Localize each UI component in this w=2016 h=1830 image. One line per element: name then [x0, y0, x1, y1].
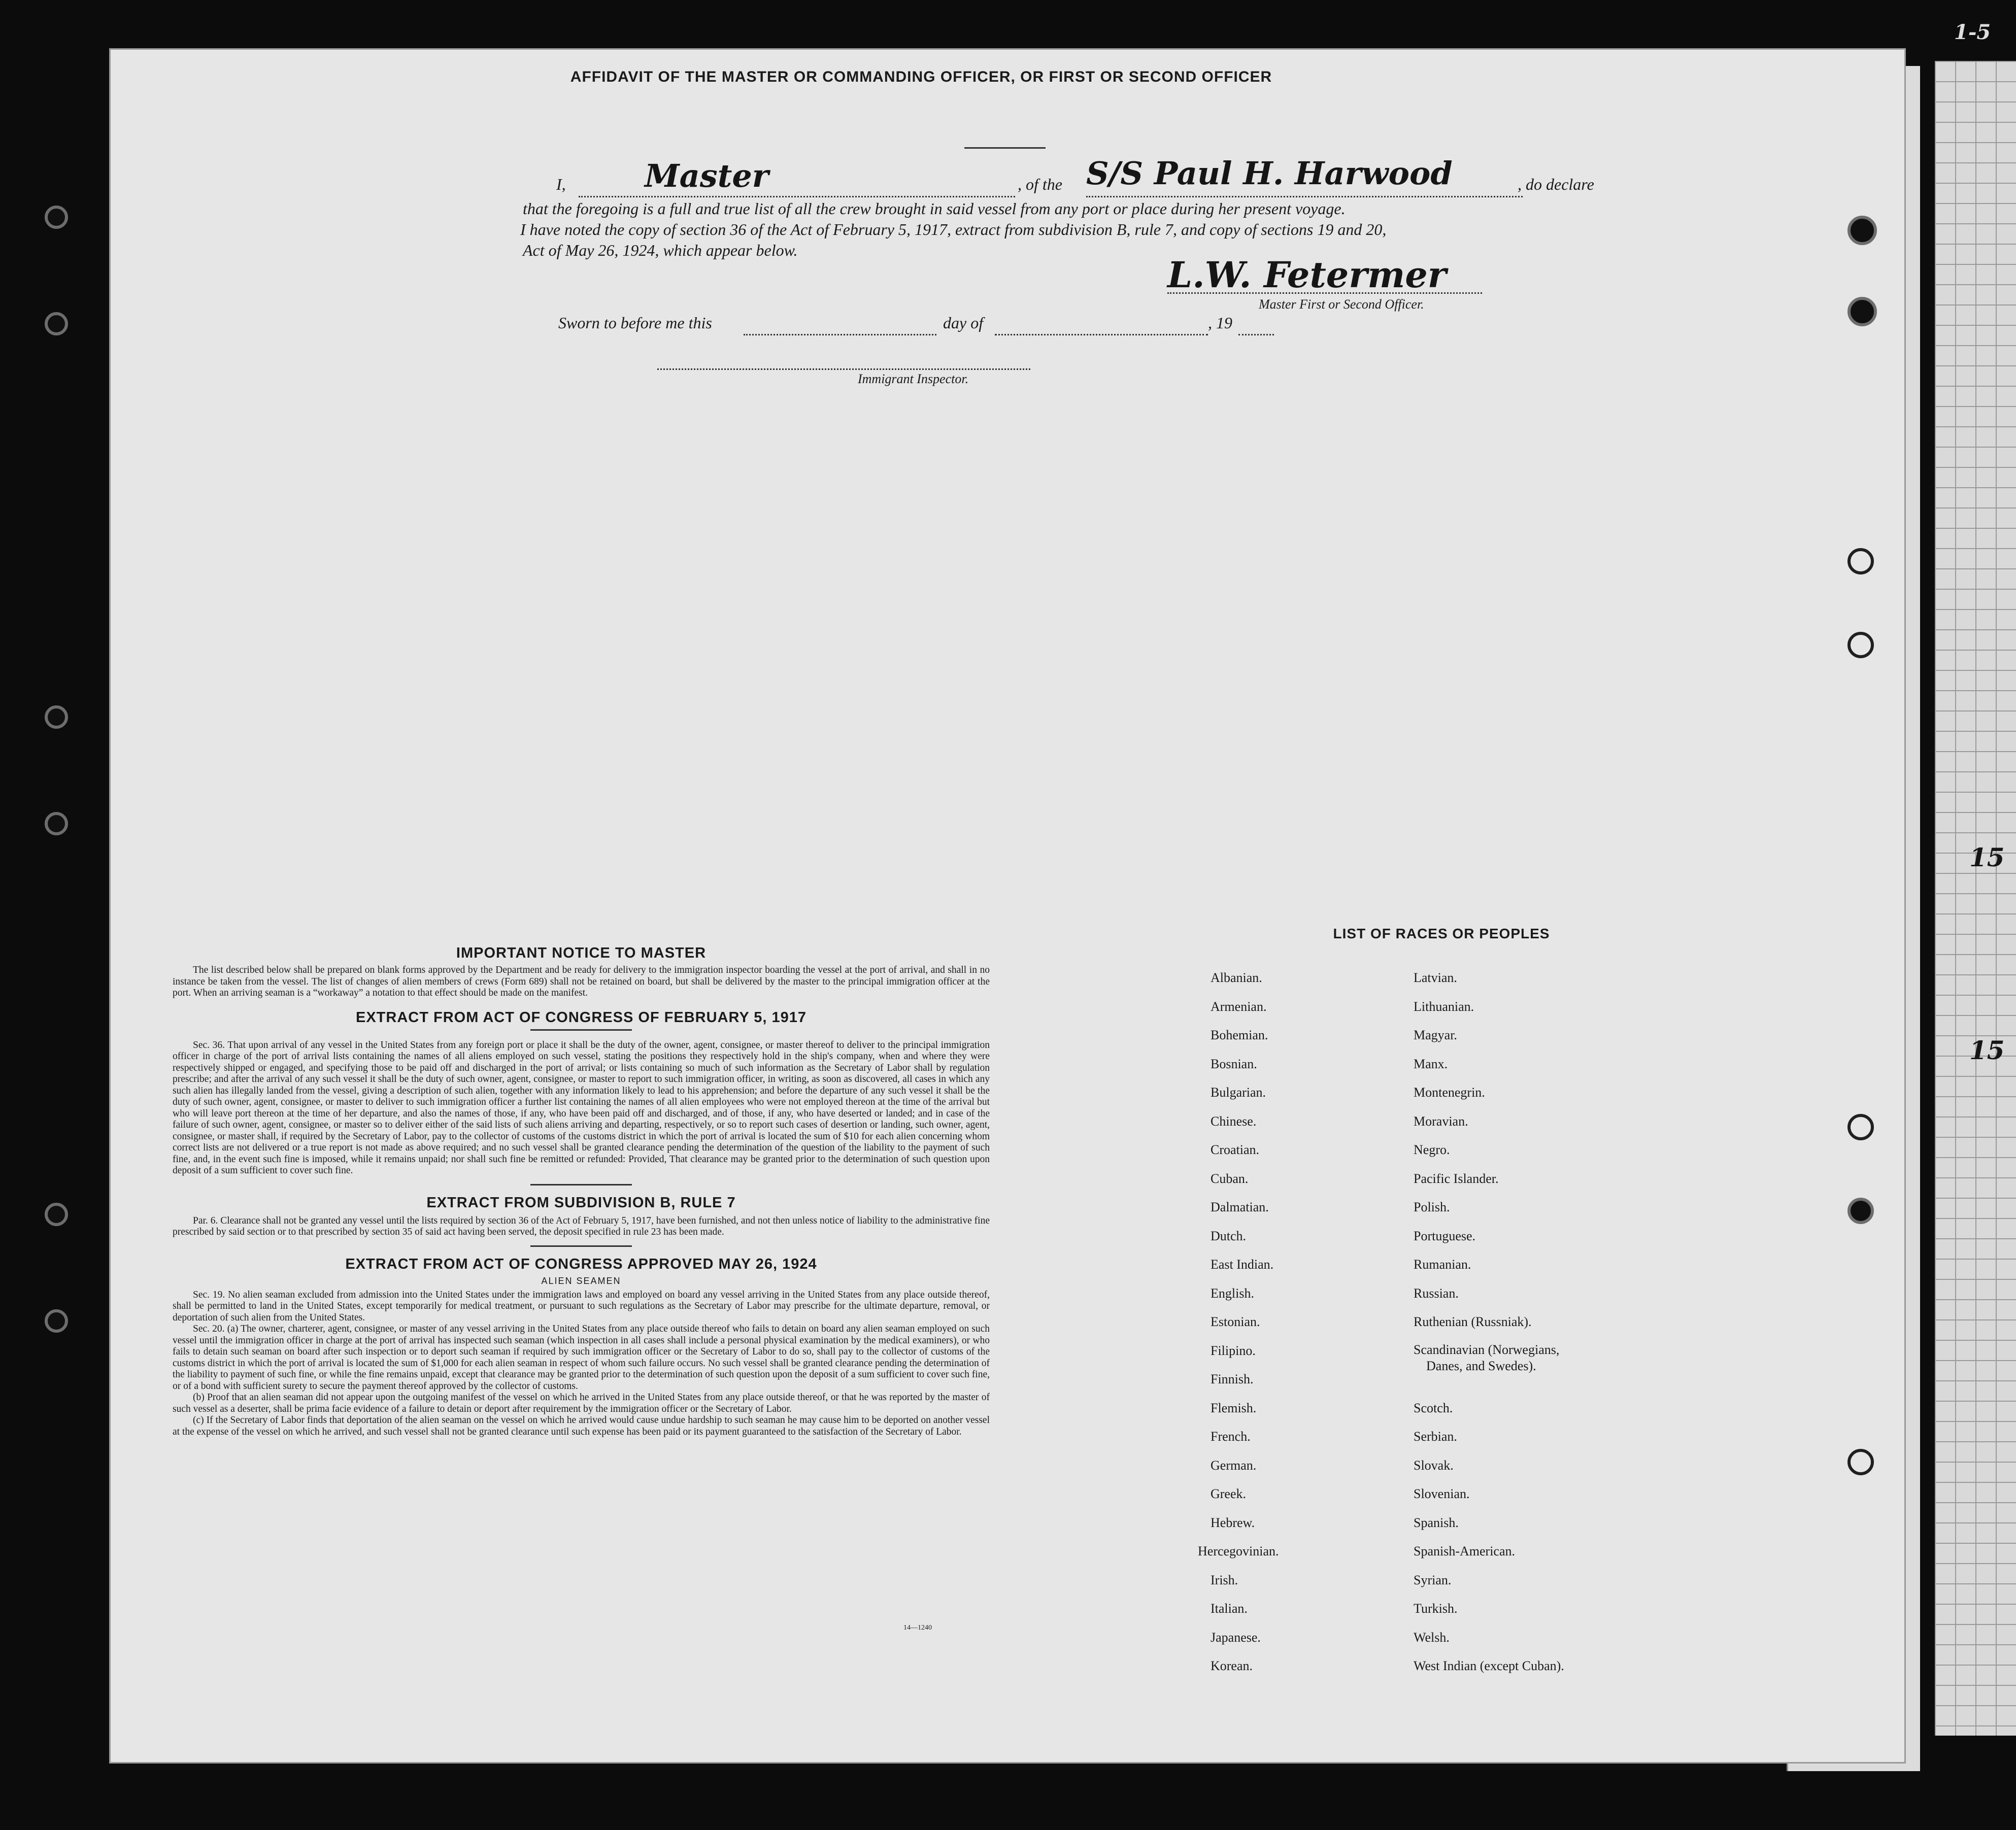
race-item: Chinese.: [1211, 1113, 1257, 1129]
race-item: Serbian.: [1414, 1429, 1457, 1444]
affidavit-line1-suffix: , do declare: [1518, 175, 1594, 193]
sec19-body: Sec. 19. No alien seaman excluded from admission into the United States under the immigration laws and employed on board any vessel arriving in the United States from any place outside thereof, shall be permitted to land in the United States, except temporarily for medical treatment, or pursuant to such regulations as the Secretary of Labor may prescribe for the ultimate departure, removal, or deportation of such alien from the United States.: [173, 1289, 990, 1323]
race-item: Bohemian.: [1211, 1028, 1268, 1042]
race-item: Slovenian.: [1414, 1486, 1470, 1501]
race-item: Danes, and Swedes).: [1426, 1358, 1536, 1373]
form-page: [109, 48, 1906, 1764]
binder-hole-left-3: [45, 705, 68, 729]
race-item: Latvian.: [1414, 970, 1457, 985]
race-item: Lithuanian.: [1414, 999, 1474, 1014]
form-number: 14—1240: [903, 1624, 932, 1632]
race-item: Polish.: [1414, 1200, 1450, 1214]
binder-hole-left-5: [45, 1203, 68, 1226]
race-item: Montenegrin.: [1414, 1085, 1485, 1100]
extract-rule7-title: EXTRACT FROM SUBDIVISION B, RULE 7: [426, 1194, 736, 1211]
race-item: Welsh.: [1414, 1630, 1450, 1645]
background-grid-paper: [1935, 61, 2016, 1736]
race-item: Korean.: [1211, 1658, 1253, 1673]
race-item: Albanian.: [1211, 970, 1262, 985]
race-item: English.: [1211, 1285, 1254, 1301]
race-item: Bulgarian.: [1211, 1085, 1266, 1100]
race-item: German.: [1211, 1458, 1257, 1473]
sworn-day-field: [744, 311, 936, 335]
race-item: Filipino.: [1211, 1343, 1256, 1358]
notice-title: IMPORTANT NOTICE TO MASTER: [456, 945, 707, 961]
sec20b-body: (b) Proof that an alien seaman did not appear upon the outgoing manifest of the vessel on which he arrived in the United States from any place outside thereof, or that he was reported by the master of such vessel as a deserter, shall be prima facie evidence of a failure to detain or deport after requirement by the immigration officer or the Secretary of Labor.: [173, 1392, 990, 1414]
affidavit-line2: that the foregoing is a full and true list of all the crew brought in said vessel from any port or place during her present voyage.: [523, 199, 1346, 218]
race-item: Spanish-American.: [1414, 1544, 1516, 1558]
race-item: French.: [1211, 1429, 1251, 1444]
margin-mark-side-2: 15: [1969, 1035, 2005, 1065]
race-item: Croatian.: [1211, 1142, 1260, 1157]
sec20a-body: Sec. 20. (a) The owner, charterer, agent, consignee, or master of any vessel arriving in the United States from any place outside thereof who fails to detain on board any alien seaman employed on such vessel until the immigration officer in charge at the port of arrival has inspected such seaman (which inspection in all cases shall include a personal physical examination by the medical examiners), or who fails to detain such seaman on board after such inspection or to deport such seaman if required by such immigration officer or the Secretary of Labor to do so, shall pay to the collector of customs of the customs district in which the port of arrival is located the sum of $1,000 for each alien seaman in respect of whom such failure occurs. No such vessel shall be granted clearance pending the determination of the liability to payment of such fine, or while the fine remains unpaid, except that clearance may be granted prior to the determination of such question upon the deposit of a sum sufficient to cover such fine, or of a bond with sufficient surety to secure the payment thereof approved by the collector of customs.: [173, 1324, 990, 1392]
extract-1917-title: EXTRACT FROM ACT OF CONGRESS OF FEBRUARY 5, 1917: [355, 1009, 807, 1026]
race-item: Pacific Islander.: [1414, 1171, 1499, 1186]
race-item: Magyar.: [1414, 1028, 1457, 1042]
race-item: Manx.: [1414, 1056, 1448, 1071]
race-item: West Indian (except Cuban).: [1414, 1658, 1564, 1673]
race-item: Japanese.: [1211, 1630, 1261, 1645]
race-item: Italian.: [1211, 1601, 1248, 1616]
race-item: Estonian.: [1211, 1314, 1260, 1329]
signature-field: [1167, 269, 1482, 294]
margin-mark-side-1: 15: [1969, 842, 2005, 872]
rank-field: [579, 173, 1015, 197]
sworn-year-field: [1238, 311, 1274, 335]
race-item: Hebrew.: [1211, 1515, 1255, 1530]
affidavit-line3: I have noted the copy of section 36 of the Act of February 5, 1917, extract from subdivision B, rule 7, and copy of sections 19 and 20,: [520, 220, 1387, 239]
affidavit-title-rule: [964, 147, 1046, 149]
binder-hole-right-6: [1847, 1198, 1874, 1224]
race-item: Slovak.: [1414, 1458, 1454, 1473]
notice-column: [173, 945, 990, 1438]
binder-hole-right-5: [1847, 1114, 1874, 1140]
binder-hole-right-7: [1847, 1449, 1874, 1475]
race-item: Cuban.: [1211, 1171, 1249, 1186]
sworn-month-field: [995, 311, 1208, 335]
affidavit-line1-of: , of the: [1018, 175, 1062, 193]
extract-1917-rule: [530, 1029, 632, 1031]
binder-hole-right-4: [1847, 632, 1874, 658]
affidavit-line4: Act of May 26, 1924, which appear below.: [523, 241, 798, 259]
signature-caption: Master First or Second Officer.: [1259, 297, 1424, 312]
extract-rule7-end-rule: [530, 1245, 632, 1247]
race-item: Negro.: [1414, 1142, 1450, 1157]
race-item: Irish.: [1211, 1572, 1238, 1587]
extract-1917-end-rule: [530, 1184, 632, 1185]
race-item: Armenian.: [1211, 999, 1267, 1014]
race-item: Greek.: [1211, 1486, 1247, 1501]
signature-handwriting: L.W. Fetermer: [1167, 254, 1447, 296]
sworn-year: , 19: [1208, 314, 1232, 332]
rank-handwriting: Master: [645, 157, 769, 194]
race-item: Scandinavian (Norwegians,: [1414, 1342, 1560, 1357]
race-item: Rumanian.: [1414, 1257, 1471, 1272]
race-item: Dalmatian.: [1211, 1200, 1269, 1214]
binder-hole-right-3: [1847, 548, 1874, 574]
binder-hole-right-2: [1847, 297, 1877, 326]
vessel-handwriting: S/S Paul H. Harwood: [1086, 155, 1453, 192]
race-item: Ruthenian (Russniak).: [1414, 1314, 1532, 1329]
race-item: Scotch.: [1414, 1400, 1453, 1415]
race-item: Dutch.: [1211, 1228, 1247, 1243]
binder-hole-right-1: [1847, 216, 1877, 245]
sworn-day-of: day of: [943, 314, 984, 332]
extract-1917-body: Sec. 36. That upon arrival of any vessel in the United States from any foreign port or place it shall be the duty of the owner, agent, consignee, or master thereof to deliver to the principal immigration officer in charge of the port of arrival lists containing the names of all aliens employed on such vessel, stating the positions they respectively hold in the ship's company, when and where they were respectively shipped or engaged, and specifying those to be paid off and discharged in the port of arrival; or lists containing so much of such information as the Secretary of Labor shall by regulation prescribe; and after the arrival of any such vessel it shall be the duty of such owner, agent, consignee, or master to report to such immigration officer, in writing, as soon as discovered, all cases in which any such alien has illegally landed from the vessel, giving a description of such alien, together with any information likely to lead to his apprehension; and before the departure of any such vessel it shall be the duty of such owner, agent, consignee, or master to deliver to such immigration officer a further list containing the names of all alien employees who were not employed thereon at the time of the arrival but who will leave port thereon at the time of her departure, and also the names of those, if any, who have been paid off and discharged, and of those, if any, who have deserted or landed; and in case of the failure of such owner, agent, consignee, or master so to deliver either of the said lists of such aliens arriving and departing, respectively, or so to report such cases of desertion or landing, such owner, agent, consignee, or master shall, if required by the Secretary of Labor, pay to the collector of customs of the customs district in which the port of arrival is located the sum of $10 for each alien concerning whom correct lists are not delivered or a true report is not made as above required; and no such vessel shall be granted clearance pending the determination of the question of the liability to the payment of such fine, and, in the event such fine is imposed, while it remains unpaid; nor shall such fine be remitted or refunded: Provided, That clearance may be granted prior to the determination of such question upon deposit of a sum sufficient to cover such fine.: [173, 1039, 990, 1176]
affidavit-title: AFFIDAVIT OF THE MASTER OR COMMANDING OFFICER, OR FIRST OR SECOND OFFICER: [570, 69, 1272, 85]
race-item: Finnish.: [1211, 1372, 1254, 1386]
race-item: Bosnian.: [1211, 1056, 1257, 1071]
affidavit-line1-prefix: I,: [556, 175, 566, 193]
extract-rule7-body: Par. 6. Clearance shall not be granted any vessel until the lists required by section 36 of the Act of February 5, 1917, have been furnished, and not then unless notice of liability to the administrative fine prescribed by said section or to that prescribed by section 35 of said act having been served, the deposit specified in rule 23 has been made.: [173, 1215, 990, 1237]
sec20c-body: (c) If the Secretary of Labor finds that deportation of the alien seaman on the vessel on which he arrived would cause undue hardship to such seaman he may cause him to be deported on another vessel at the expense of the vessel on which he arrived, and such vessel shall not be granted clearance until such expense has been paid or its payment guaranteed to the satisfaction of the Secretary of Labor.: [173, 1415, 990, 1437]
binder-hole-left-2: [45, 312, 68, 335]
race-item: Russian.: [1414, 1285, 1459, 1301]
inspector-signature-field: [657, 345, 1030, 370]
race-item: Moravian.: [1414, 1113, 1468, 1129]
inspector-caption: Immigrant Inspector.: [858, 371, 969, 386]
race-item: Flemish.: [1211, 1400, 1257, 1415]
race-item: Spanish.: [1414, 1515, 1459, 1530]
race-item: Portuguese.: [1414, 1228, 1476, 1243]
binder-hole-left-4: [45, 812, 68, 835]
race-item: Hercegovinian.: [1198, 1544, 1279, 1558]
notice-body: The list described below shall be prepared on blank forms approved by the Department and be ready for delivery to the immigration inspector boarding the vessel at the port of arrival, and shall in no instance be taken from the vessel. The list of changes of alien members of crews (Form 689) shall not be retained on board, but shall be delivered by the master to the principal immigration officer at the port. When an arriving seaman is a “workaway” a notation to that effect should be made on the manifest.: [173, 965, 990, 998]
race-item: Turkish.: [1414, 1601, 1458, 1616]
race-item: East Indian.: [1211, 1257, 1274, 1272]
sworn-prefix: Sworn to before me this: [558, 314, 712, 332]
extract-1924-title: EXTRACT FROM ACT OF CONGRESS APPROVED MAY 26, 1924: [345, 1256, 817, 1272]
race-item: Syrian.: [1414, 1572, 1452, 1587]
binder-hole-left-1: [45, 206, 68, 229]
alien-seamen-subtitle: ALIEN SEAMEN: [541, 1275, 621, 1286]
races-title: LIST OF RACES OR PEOPLES: [1333, 926, 1550, 941]
margin-mark-top: 1-5: [1954, 20, 1991, 44]
binder-hole-left-6: [45, 1309, 68, 1333]
